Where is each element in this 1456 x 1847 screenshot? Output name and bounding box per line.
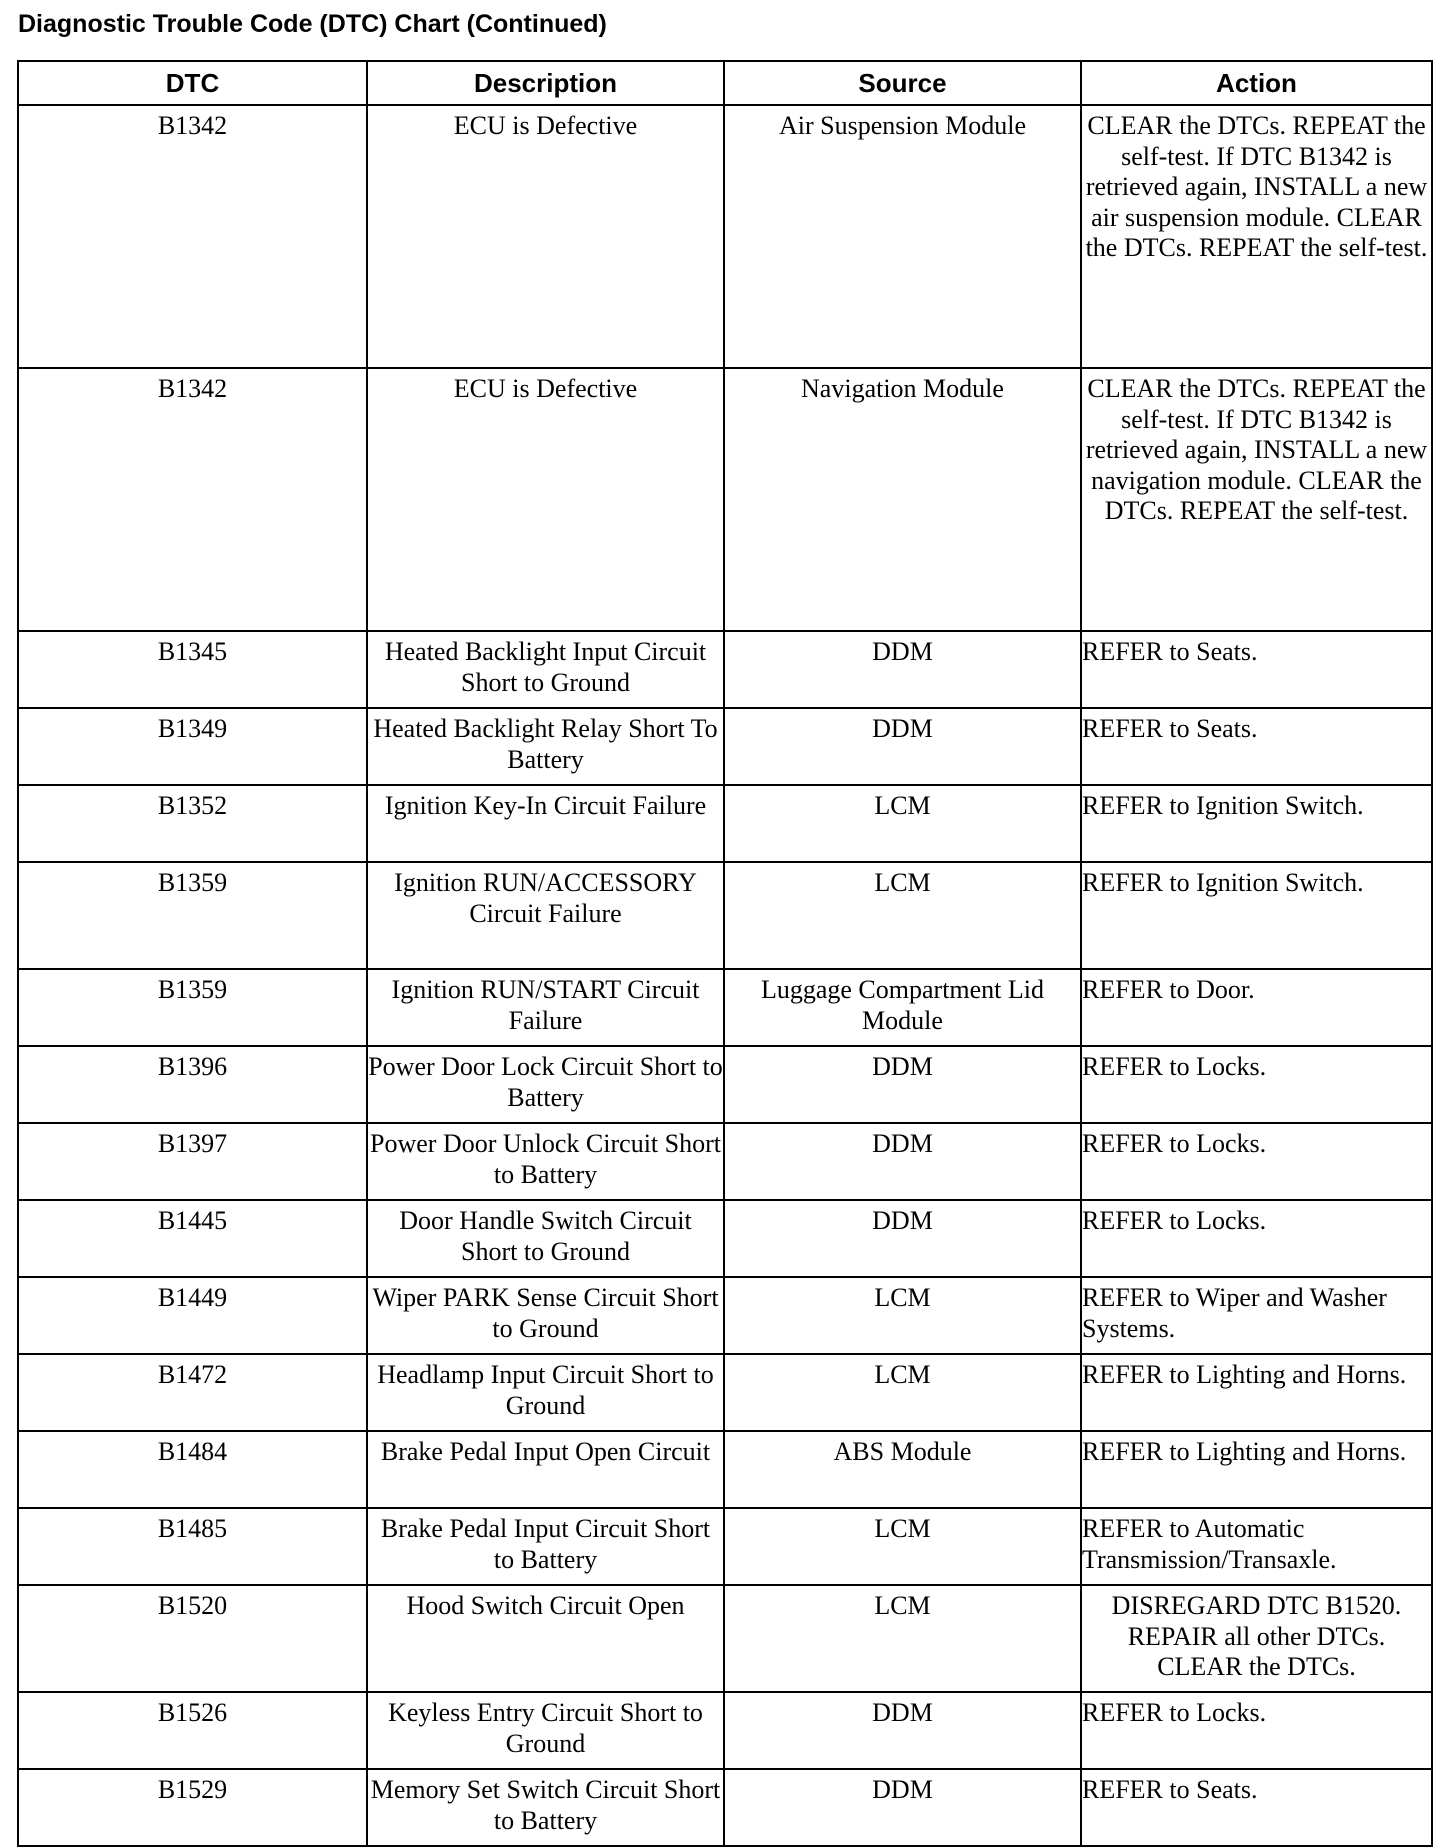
action-cell: REFER to Seats. — [1081, 708, 1432, 785]
action-cell: REFER to Lighting and Horns. — [1081, 1431, 1432, 1508]
action-cell: REFER to Lighting and Horns. — [1081, 1354, 1432, 1431]
table-row — [18, 1277, 1432, 1354]
table-row — [18, 969, 1432, 1046]
dtc-cell: B1472 — [18, 1354, 367, 1431]
table-row — [18, 785, 1432, 862]
table-header-row — [18, 61, 1432, 105]
description-cell: Hood Switch Circuit Open — [367, 1585, 724, 1692]
column-header-description: Description — [367, 61, 724, 105]
action-cell: REFER to Locks. — [1081, 1692, 1432, 1769]
dtc-cell: B1520 — [18, 1585, 367, 1692]
action-cell: REFER to Automatic Transmission/Transaxle. — [1081, 1508, 1432, 1585]
table-row — [18, 862, 1432, 969]
action-cell: CLEAR the DTCs. REPEAT the self-test. If DTC B1342 is retrieved again, INSTALL a new navigation module. CLEAR the DTCs. REPEAT the self-test. — [1081, 368, 1432, 631]
table-row — [18, 631, 1432, 708]
column-header-dtc: DTC — [18, 61, 367, 105]
page-title: Diagnostic Trouble Code (DTC) Chart (Continued) — [18, 10, 607, 38]
table-row — [18, 1123, 1432, 1200]
action-cell: REFER to Ignition Switch. — [1081, 785, 1432, 862]
dtc-cell: B1397 — [18, 1123, 367, 1200]
action-cell: REFER to Seats. — [1081, 1769, 1432, 1846]
description-cell: Headlamp Input Circuit Short to Ground — [367, 1354, 724, 1431]
table-row — [18, 1508, 1432, 1585]
dtc-cell: B1449 — [18, 1277, 367, 1354]
action-cell: REFER to Locks. — [1081, 1200, 1432, 1277]
action-cell: REFER to Seats. — [1081, 631, 1432, 708]
description-cell: Wiper PARK Sense Circuit Short to Ground — [367, 1277, 724, 1354]
source-cell: DDM — [724, 631, 1081, 708]
description-cell: Ignition RUN/ACCESSORY Circuit Failure — [367, 862, 724, 969]
dtc-cell: B1529 — [18, 1769, 367, 1846]
description-cell: Memory Set Switch Circuit Short to Battery — [367, 1769, 724, 1846]
dtc-cell: B1445 — [18, 1200, 367, 1277]
description-cell: Ignition RUN/START Circuit Failure — [367, 969, 724, 1046]
description-cell: Power Door Lock Circuit Short to Battery — [367, 1046, 724, 1123]
action-cell: REFER to Ignition Switch. — [1081, 862, 1432, 969]
description-cell: ECU is Defective — [367, 105, 724, 368]
dtc-cell: B1352 — [18, 785, 367, 862]
source-cell: DDM — [724, 1769, 1081, 1846]
source-cell: LCM — [724, 1354, 1081, 1431]
action-cell: REFER to Door. — [1081, 969, 1432, 1046]
description-cell: Door Handle Switch Circuit Short to Ground — [367, 1200, 724, 1277]
column-header-source: Source — [724, 61, 1081, 105]
table-row — [18, 1200, 1432, 1277]
description-cell: Brake Pedal Input Circuit Short to Battery — [367, 1508, 724, 1585]
description-cell: ECU is Defective — [367, 368, 724, 631]
action-cell: CLEAR the DTCs. REPEAT the self-test. If DTC B1342 is retrieved again, INSTALL a new air suspension module. CLEAR the DTCs. REPEAT the self-test. — [1081, 105, 1432, 368]
action-cell: REFER to Wiper and Washer Systems. — [1081, 1277, 1432, 1354]
source-cell: DDM — [724, 1046, 1081, 1123]
source-cell: DDM — [724, 708, 1081, 785]
description-cell: Brake Pedal Input Open Circuit — [367, 1431, 724, 1508]
source-cell: LCM — [724, 862, 1081, 969]
source-cell: LCM — [724, 1508, 1081, 1585]
dtc-cell: B1484 — [18, 1431, 367, 1508]
table-row — [18, 1585, 1432, 1692]
dtc-cell: B1342 — [18, 368, 367, 631]
dtc-cell: B1526 — [18, 1692, 367, 1769]
table-row — [18, 1692, 1432, 1769]
source-cell: DDM — [724, 1123, 1081, 1200]
source-cell: Navigation Module — [724, 368, 1081, 631]
dtc-cell: B1359 — [18, 969, 367, 1046]
dtc-cell: B1485 — [18, 1508, 367, 1585]
dtc-cell: B1396 — [18, 1046, 367, 1123]
table-row — [18, 708, 1432, 785]
source-cell: DDM — [724, 1200, 1081, 1277]
source-cell: Air Suspension Module — [724, 105, 1081, 368]
source-cell: Luggage Compartment Lid Module — [724, 969, 1081, 1046]
description-cell: Heated Backlight Input Circuit Short to Ground — [367, 631, 724, 708]
table-row — [18, 1354, 1432, 1431]
table-row — [18, 1046, 1432, 1123]
source-cell: ABS Module — [724, 1431, 1081, 1508]
dtc-cell: B1349 — [18, 708, 367, 785]
table-row — [18, 368, 1432, 631]
source-cell: LCM — [724, 785, 1081, 862]
dtc-cell: B1345 — [18, 631, 367, 708]
action-cell: DISREGARD DTC B1520. REPAIR all other DTCs. CLEAR the DTCs. — [1081, 1585, 1432, 1692]
description-cell: Ignition Key-In Circuit Failure — [367, 785, 724, 862]
table-row — [18, 1769, 1432, 1846]
description-cell: Power Door Unlock Circuit Short to Battery — [367, 1123, 724, 1200]
source-cell: DDM — [724, 1692, 1081, 1769]
description-cell: Heated Backlight Relay Short To Battery — [367, 708, 724, 785]
dtc-chart-table — [17, 60, 1433, 1847]
table-row — [18, 105, 1432, 368]
dtc-cell: B1342 — [18, 105, 367, 368]
action-cell: REFER to Locks. — [1081, 1046, 1432, 1123]
action-cell: REFER to Locks. — [1081, 1123, 1432, 1200]
dtc-cell: B1359 — [18, 862, 367, 969]
column-header-action: Action — [1081, 61, 1432, 105]
table-row — [18, 1431, 1432, 1508]
source-cell: LCM — [724, 1277, 1081, 1354]
description-cell: Keyless Entry Circuit Short to Ground — [367, 1692, 724, 1769]
source-cell: LCM — [724, 1585, 1081, 1692]
